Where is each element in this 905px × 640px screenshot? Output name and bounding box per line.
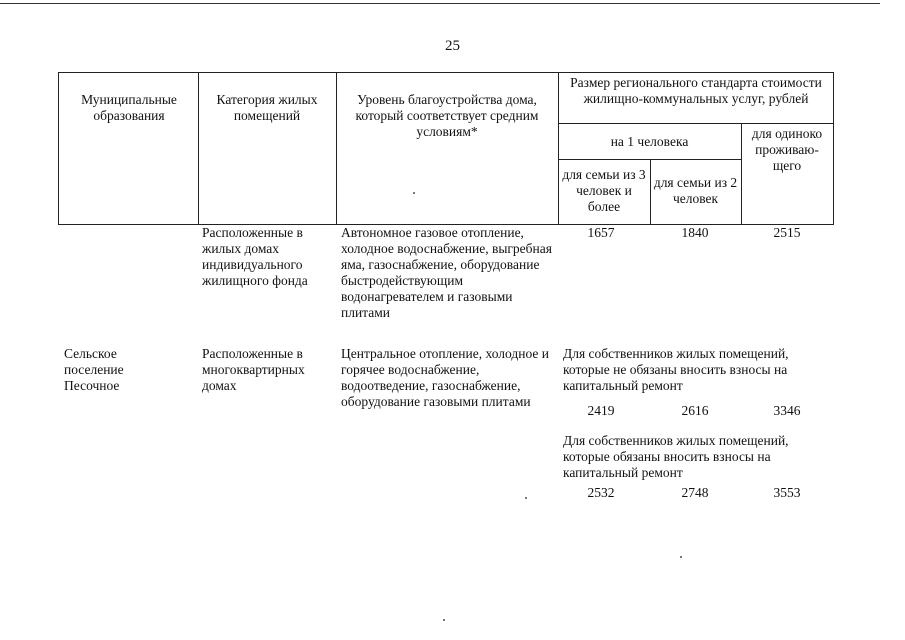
col-divider-single xyxy=(741,123,742,224)
scan-speck xyxy=(443,619,445,621)
header-municipality: Муниципальные образования xyxy=(81,92,177,123)
row2-no-capital-family-2: 2616 xyxy=(681,403,709,418)
col-divider-3 xyxy=(558,72,559,224)
header-family-2: для семьи из 2 человек xyxy=(653,175,738,206)
col-divider-family xyxy=(650,159,651,224)
col-divider-2 xyxy=(336,72,337,224)
row2-note-no-capital: Для собственников жилых помещений, которые не обязаны вносить взносы на капитальный ремонт xyxy=(563,346,789,393)
scan-speck xyxy=(413,192,415,194)
row2-comfort: Центральное отопление, холодное и горячее водоснабжение, водоотведение, газоснабжение, оборудование газовыми плитами xyxy=(341,346,549,409)
row-divider-standard xyxy=(558,123,833,124)
top-rule xyxy=(0,3,880,4)
row1-comfort: Автономное газовое отопление, холодное водоснабжение, выгребная яма, газоснабжение, оборудование быстродействующим водонагревателем и газовыми плитами xyxy=(341,225,552,320)
col-divider-1 xyxy=(198,72,199,224)
header-per-person: на 1 человека xyxy=(610,134,689,149)
row1-family-3: 1657 xyxy=(587,225,615,240)
row2-capital-family-3: 2532 xyxy=(587,485,615,500)
row2-category: Расположенные в многоквартирных домах xyxy=(202,346,305,393)
header-family-3: для семьи из 3 человек и более xyxy=(562,167,646,214)
row2-capital-family-2: 2748 xyxy=(681,485,709,500)
row1-single: 2515 xyxy=(773,225,801,240)
row2-no-capital-family-3: 2419 xyxy=(587,403,615,418)
header-standard-title: Размер регионального стандарта стоимости жилищно-коммунальных услуг, рублей xyxy=(570,75,822,106)
row1-family-2: 1840 xyxy=(681,225,709,240)
header-comfort-level: Уровень благоустройства дома, который соответствует средним условиям* xyxy=(355,92,539,139)
row2-note-capital: Для собственников жилых помещений, которые обязаны вносить взносы на капитальный ремонт xyxy=(563,433,789,480)
row2-municipality: Сельское поселение Песочное xyxy=(64,346,124,393)
header-category: Категория жилых помещений xyxy=(216,92,318,123)
row1-category: Расположенные в жилых домах индивидуального жилищного фонда xyxy=(202,225,308,288)
header-single: для одиноко проживаю-щего xyxy=(751,126,823,173)
scan-speck xyxy=(680,556,682,558)
row2-no-capital-single: 3346 xyxy=(773,403,801,418)
row2-capital-single: 3553 xyxy=(773,485,801,500)
page-number: 25 xyxy=(445,38,460,54)
scan-speck xyxy=(525,497,527,499)
